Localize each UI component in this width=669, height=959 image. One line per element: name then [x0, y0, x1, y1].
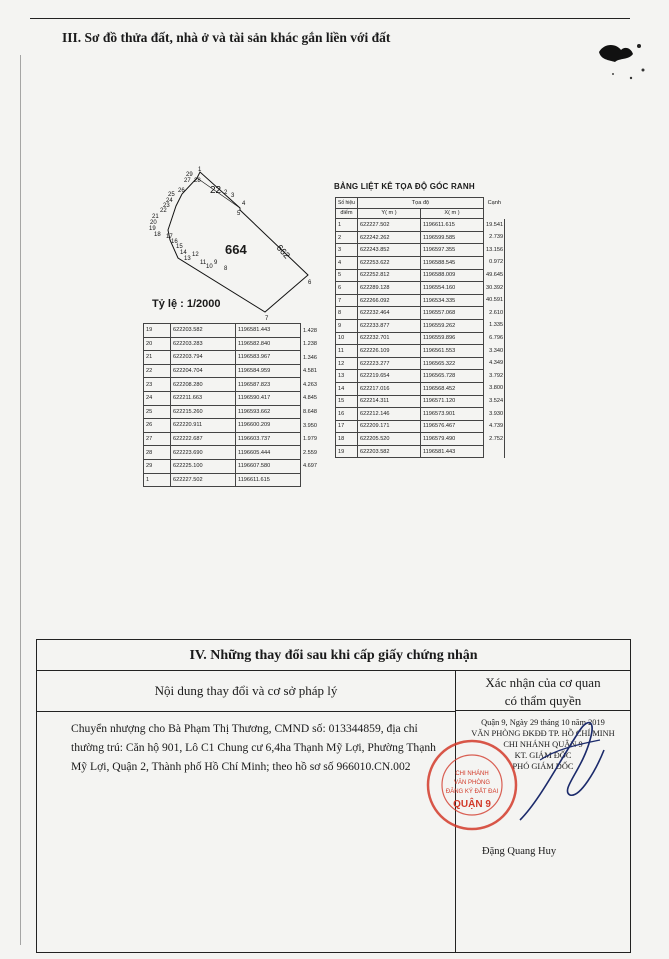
point-id: 7	[336, 294, 358, 307]
coord-y: 622225.100	[171, 459, 236, 473]
col2-header-line1: Xác nhận của cơ quan	[485, 675, 601, 690]
segment-length: 8.648	[303, 409, 317, 416]
coord-x: 1196597.355	[420, 244, 483, 257]
coord-x: 1196561.553	[420, 345, 483, 358]
point-id: 18	[336, 433, 358, 446]
point-id: 17	[336, 420, 358, 433]
coord-row	[336, 345, 505, 358]
col-header-x: X( m )	[420, 208, 483, 219]
ink-smudge-icon	[591, 30, 651, 90]
vertex-label: 13	[184, 256, 191, 262]
point-id: 29	[144, 459, 171, 473]
coord-y: 622232.464	[357, 307, 420, 320]
vertex-label: 15	[176, 244, 183, 250]
point-id: 21	[144, 351, 171, 365]
coord-y: 622208.280	[171, 378, 236, 392]
coord-x: 1196571.120	[420, 395, 483, 408]
segment-length: 1.335	[483, 319, 504, 332]
coord-row	[336, 357, 505, 370]
point-id: 1	[144, 473, 171, 487]
coord-row	[336, 408, 505, 421]
coord-x: 1196576.467	[420, 420, 483, 433]
coord-x: 1196568.452	[420, 382, 483, 395]
segment-length: 3.800	[483, 382, 504, 395]
coord-y: 622217.016	[357, 382, 420, 395]
point-id: 1	[336, 219, 358, 232]
segment-length: 4.581	[303, 368, 317, 375]
coord-y: 622227.502	[357, 219, 420, 232]
point-id: 9	[336, 319, 358, 332]
vertex-label: 25	[168, 192, 175, 198]
col-header-no2: điểm	[336, 208, 358, 219]
coord-row	[336, 382, 505, 395]
coord-x: 1196579.490	[420, 433, 483, 446]
lot-number: 664	[225, 242, 247, 257]
segment-length: 2.752	[483, 433, 504, 446]
coord-y: 622204.704	[171, 364, 236, 378]
col-header-no: Số hiệu	[336, 198, 358, 209]
top-border	[30, 18, 630, 19]
point-id: 10	[336, 332, 358, 345]
coord-row	[144, 446, 320, 460]
coord-y: 622266.092	[357, 294, 420, 307]
point-id: 3	[336, 244, 358, 257]
coord-y: 622215.260	[171, 405, 236, 419]
coord-row	[144, 405, 320, 419]
svg-text:VĂN PHÒNG: VĂN PHÒNG	[453, 780, 491, 786]
segment-length: 13.156	[483, 244, 504, 257]
plot-scale: Tỷ lệ : 1/2000	[152, 298, 221, 310]
coord-row	[336, 395, 505, 408]
point-id: 12	[336, 357, 358, 370]
coord-x: 1196554.160	[420, 282, 483, 295]
segment-length: 3.792	[483, 370, 504, 383]
segment-length: 1.979	[303, 436, 317, 443]
point-id: 28	[144, 446, 171, 460]
coord-y: 622219.654	[357, 370, 420, 383]
segment-length: 3.340	[483, 345, 504, 358]
vertex-label: 3	[231, 193, 235, 199]
coord-y: 622226.109	[357, 345, 420, 358]
segment-length: 40.591	[483, 294, 504, 307]
coord-x: 1196611.615	[236, 473, 301, 487]
coord-row	[144, 337, 320, 351]
coord-y: 622252.812	[357, 269, 420, 282]
coord-y: 622203.794	[171, 351, 236, 365]
vertex-label: 19	[149, 226, 156, 232]
vertex-label: 14	[180, 250, 187, 256]
coord-row	[144, 432, 320, 446]
coord-row	[144, 364, 320, 378]
coord-row	[144, 459, 320, 473]
coord-y: 622243.852	[357, 244, 420, 257]
coord-y: 622233.877	[357, 319, 420, 332]
point-id: 19	[144, 324, 171, 338]
coord-y: 622220.911	[171, 419, 236, 433]
coord-y: 622223.277	[357, 357, 420, 370]
left-margin-line	[20, 55, 21, 945]
coord-x: 1196581.443	[420, 445, 483, 458]
coord-x: 1196559.896	[420, 332, 483, 345]
coord-row	[144, 419, 320, 433]
coord-x: 1196603.737	[236, 432, 301, 446]
coord-y: 622223.690	[171, 446, 236, 460]
vertex-label: 26	[178, 188, 185, 194]
segment-length: 1.238	[303, 341, 317, 348]
vertex-label: 27	[184, 178, 191, 184]
vertex-label: 1	[198, 167, 202, 173]
svg-text:QUẬN 9: QUẬN 9	[453, 799, 491, 810]
coord-x: 1196534.335	[420, 294, 483, 307]
vertex-label: 7	[265, 316, 269, 322]
coord-row	[144, 473, 320, 487]
point-id: 2	[336, 231, 358, 244]
section4-col1-header: Nội dung thay đổi và cơ sở pháp lý	[37, 671, 456, 712]
segment-length: 4.349	[483, 357, 504, 370]
segment-length: 49.645	[483, 269, 504, 282]
coord-y: 622203.283	[171, 337, 236, 351]
point-id: 19	[336, 445, 358, 458]
segment-length: 2.559	[303, 449, 317, 456]
coord-y: 622211.663	[171, 391, 236, 405]
point-id: 16	[336, 408, 358, 421]
coord-table-left	[143, 323, 320, 487]
coord-x: 1196611.615	[420, 219, 483, 232]
segment-length: 3.930	[483, 408, 504, 421]
segment-length: 0.972	[483, 256, 504, 269]
coord-row	[336, 420, 505, 433]
adjacent-lot-662: 662	[274, 242, 293, 261]
point-id: 15	[336, 395, 358, 408]
coord-table-title: BẢNG LIỆT KÊ TỌA ĐỘ GÓC RANH	[334, 182, 475, 191]
coord-table-right	[335, 197, 505, 458]
coord-x: 1196582.840	[236, 337, 301, 351]
vertex-label: 16	[171, 239, 178, 245]
svg-text:CHI NHÁNH: CHI NHÁNH	[455, 771, 489, 777]
point-id: 27	[144, 432, 171, 446]
segment-length: 3.950	[303, 422, 317, 429]
coord-row	[336, 319, 505, 332]
point-id: 5	[336, 269, 358, 282]
coord-x: 1196559.262	[420, 319, 483, 332]
coord-y: 622203.582	[171, 324, 236, 338]
section3-title: III. Sơ đồ thửa đất, nhà ở và tài sản khác gắn liền với đất	[62, 30, 391, 45]
point-id: 25	[144, 405, 171, 419]
coord-y: 622205.520	[357, 433, 420, 446]
col-header-seg: Cạnh	[487, 199, 501, 206]
vertex-label: 2	[224, 190, 228, 196]
vertex-label: 5	[237, 211, 241, 217]
vertex-label: 20	[150, 220, 157, 226]
vertex-label: 17	[166, 234, 173, 240]
segment-length: 2.739	[483, 231, 504, 244]
coord-x: 1196557.068	[420, 307, 483, 320]
coord-y: 622203.582	[357, 445, 420, 458]
point-id: 6	[336, 282, 358, 295]
segment-length: 1.346	[303, 354, 317, 361]
coord-y: 622212.146	[357, 408, 420, 421]
segment-length: 4.697	[303, 463, 317, 470]
coord-x: 1196593.662	[236, 405, 301, 419]
adjacent-lot-22: 22	[210, 185, 222, 196]
vertex-label: 28	[194, 178, 201, 184]
coord-row	[336, 282, 505, 295]
sign-kt: KT. GIÁM ĐỐC	[514, 751, 572, 760]
segment-length: 3.524	[483, 395, 504, 408]
coord-row	[336, 332, 505, 345]
coord-row	[144, 351, 320, 365]
signer-name: Đặng Quang Huy	[482, 846, 557, 857]
coord-x: 1196588.545	[420, 256, 483, 269]
sign-office: VĂN PHÒNG ĐKĐĐ TP. HỒ CHÍ MINH	[471, 729, 615, 738]
coord-x: 1196581.443	[236, 324, 301, 338]
coord-x: 1196583.967	[236, 351, 301, 365]
segment-length	[301, 473, 320, 487]
col-header-y: Y( m )	[357, 208, 420, 219]
coord-y: 622227.502	[171, 473, 236, 487]
svg-text:ĐĂNG KÝ ĐẤT ĐAI: ĐĂNG KÝ ĐẤT ĐAI	[445, 789, 499, 795]
coord-y: 622209.171	[357, 420, 420, 433]
vertex-label: 9	[214, 260, 218, 266]
coord-row	[336, 231, 505, 244]
coord-row	[144, 324, 320, 338]
segment-length: 2.610	[483, 307, 504, 320]
segment-length: 4.739	[483, 420, 504, 433]
point-id: 13	[336, 370, 358, 383]
coord-row	[336, 433, 505, 446]
coord-x: 1196565.728	[420, 370, 483, 383]
vertex-label: 10	[206, 264, 213, 270]
sign-pgd: PHÓ GIÁM ĐỐC	[512, 762, 574, 771]
coord-x: 1196590.417	[236, 391, 301, 405]
coord-x: 1196600.209	[236, 419, 301, 433]
point-id: 4	[336, 256, 358, 269]
coord-y: 622214.311	[357, 395, 420, 408]
point-id: 11	[336, 345, 358, 358]
vertex-label: 21	[152, 214, 159, 220]
col2-header-line2: có thẩm quyền	[504, 693, 582, 708]
vertex-label: 4	[242, 201, 246, 207]
vertex-label: 22	[160, 208, 167, 214]
segment-length: 19.541	[483, 219, 504, 232]
segment-length	[483, 445, 504, 458]
coord-x: 1196588.009	[420, 269, 483, 282]
change-content: Chuyển nhượng cho Bà Phạm Thị Thương, CMND số: 013344859, địa chỉ thường trú: Căn hộ 901, Lô C1 Chung cư 6,4ha Thạnh Mỹ Lợi, Phường Thạnh Mỹ Lợi, Quận 2, Thành phố Hồ Chí Minh; theo hồ sơ số 966010.CN.002	[71, 722, 436, 773]
coord-row	[336, 370, 505, 383]
coord-x: 1196584.959	[236, 364, 301, 378]
vertex-label: 18	[154, 232, 161, 238]
coord-x: 1196565.322	[420, 357, 483, 370]
coord-x: 1196599.585	[420, 231, 483, 244]
segment-length: 6.796	[483, 332, 504, 345]
sign-branch: CHI NHÁNH QUẬN 9	[503, 740, 583, 749]
coord-y: 622232.701	[357, 332, 420, 345]
segment-length: 4.263	[303, 381, 317, 388]
segment-length: 4.845	[303, 395, 317, 402]
coord-row	[336, 294, 505, 307]
coord-row	[336, 269, 505, 282]
coord-y: 622253.622	[357, 256, 420, 269]
point-id: 14	[336, 382, 358, 395]
coord-row	[336, 244, 505, 257]
coord-y: 622289.128	[357, 282, 420, 295]
point-id: 23	[144, 378, 171, 392]
segment-length: 30.392	[483, 282, 504, 295]
coord-row	[336, 219, 505, 232]
coord-x: 1196573.901	[420, 408, 483, 421]
coord-row	[336, 307, 505, 320]
coord-row	[336, 445, 505, 458]
coord-row	[144, 391, 320, 405]
point-id: 24	[144, 391, 171, 405]
sign-date: Quận 9, Ngày 29 tháng 10 năm 2019	[481, 718, 605, 727]
point-id: 26	[144, 419, 171, 433]
coord-x: 1196607.580	[236, 459, 301, 473]
segment-length: 1.428	[303, 327, 317, 334]
coord-y: 622222.687	[171, 432, 236, 446]
vertex-label: 11	[200, 260, 207, 266]
vertex-label: 23	[163, 203, 170, 209]
coord-row	[144, 378, 320, 392]
col-header-coord: Tọa độ	[357, 198, 483, 209]
vertex-label: 8	[224, 266, 228, 272]
vertex-label: 29	[186, 172, 193, 178]
vertex-label: 6	[308, 280, 312, 286]
coord-y: 622242.262	[357, 231, 420, 244]
coord-x: 1196587.823	[236, 378, 301, 392]
point-id: 8	[336, 307, 358, 320]
signature-icon	[500, 700, 620, 830]
vertex-label: 12	[192, 252, 199, 258]
coord-row	[336, 256, 505, 269]
vertex-label: 24	[166, 198, 173, 204]
coord-x: 1196605.444	[236, 446, 301, 460]
point-id: 20	[144, 337, 171, 351]
section4-title: IV. Những thay đổi sau khi cấp giấy chứng nhận	[37, 640, 630, 671]
point-id: 22	[144, 364, 171, 378]
